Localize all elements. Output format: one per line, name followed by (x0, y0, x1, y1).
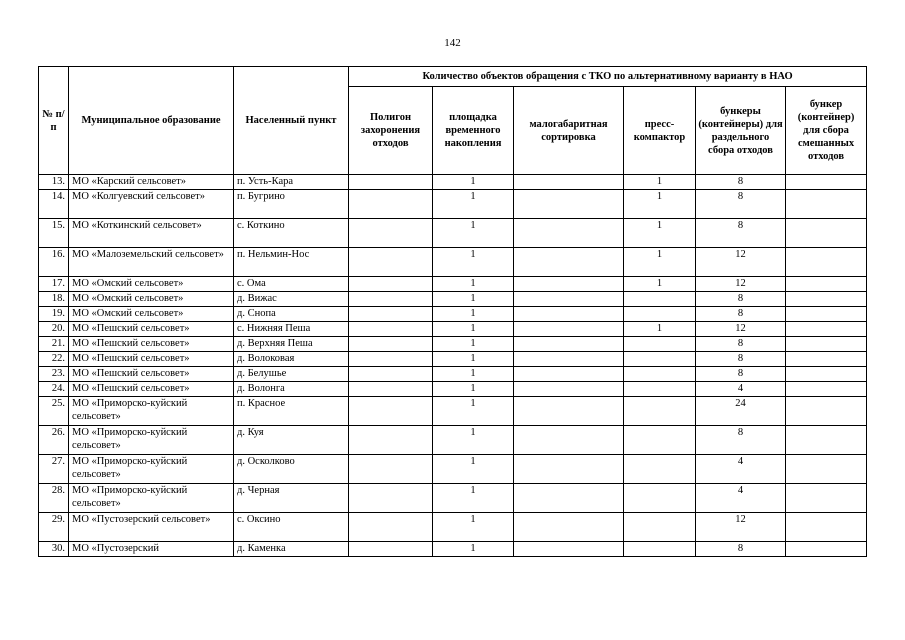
cell-municipality: МО «Коткинский сельсовет» (69, 219, 234, 248)
cell-press: 1 (624, 322, 696, 337)
cell-settlement: д. Каменка (234, 542, 349, 557)
cell-mixed-bin (786, 484, 867, 513)
cell-temp-site: 1 (433, 219, 514, 248)
table-row (39, 219, 867, 248)
cell-mixed-bin (786, 277, 867, 292)
table-row (39, 322, 867, 337)
cell-separate-bins: 8 (696, 367, 786, 382)
cell-landfill (349, 219, 433, 248)
cell-settlement: п. Красное (234, 397, 349, 426)
cell-municipality: МО «Карский сельсовет» (69, 175, 234, 190)
cell-municipality: МО «Омский сельсовет» (69, 277, 234, 292)
cell-mixed-bin (786, 292, 867, 307)
table-row (39, 455, 867, 484)
cell-landfill (349, 513, 433, 542)
cell-num: 26. (39, 426, 69, 455)
cell-municipality: МО «Пешский сельсовет» (69, 322, 234, 337)
cell-temp-site: 1 (433, 426, 514, 455)
table-row (39, 248, 867, 277)
cell-separate-bins: 8 (696, 175, 786, 190)
cell-mixed-bin (786, 337, 867, 352)
cell-separate-bins: 8 (696, 542, 786, 557)
cell-separate-bins: 12 (696, 248, 786, 277)
table-row (39, 367, 867, 382)
cell-num: 23. (39, 367, 69, 382)
cell-small-sorting (514, 219, 624, 248)
cell-press: 1 (624, 219, 696, 248)
cell-settlement: д. Снопа (234, 307, 349, 322)
table-body (39, 175, 867, 557)
cell-small-sorting (514, 513, 624, 542)
cell-municipality: МО «Пустозерский (69, 542, 234, 557)
cell-temp-site: 1 (433, 190, 514, 219)
cell-settlement: д. Волонга (234, 382, 349, 397)
header-num: № п/п (39, 67, 69, 175)
cell-num: 25. (39, 397, 69, 426)
cell-mixed-bin (786, 367, 867, 382)
cell-landfill (349, 337, 433, 352)
cell-landfill (349, 426, 433, 455)
cell-small-sorting (514, 455, 624, 484)
cell-small-sorting (514, 337, 624, 352)
cell-landfill (349, 248, 433, 277)
cell-small-sorting (514, 322, 624, 337)
cell-press (624, 397, 696, 426)
cell-landfill (349, 190, 433, 219)
cell-temp-site: 1 (433, 542, 514, 557)
cell-press: 1 (624, 277, 696, 292)
cell-num: 20. (39, 322, 69, 337)
cell-separate-bins: 8 (696, 219, 786, 248)
cell-small-sorting (514, 367, 624, 382)
header-settlement: Населенный пункт (234, 67, 349, 175)
table-row (39, 484, 867, 513)
header-temp-site: площадка временного накопления (433, 87, 514, 175)
cell-settlement: п. Нельмин-Нос (234, 248, 349, 277)
cell-small-sorting (514, 426, 624, 455)
cell-municipality: МО «Приморско-куйский сельсовет» (69, 455, 234, 484)
cell-num: 29. (39, 513, 69, 542)
cell-settlement: с. Ома (234, 277, 349, 292)
cell-separate-bins: 8 (696, 352, 786, 367)
cell-num: 18. (39, 292, 69, 307)
cell-mixed-bin (786, 322, 867, 337)
cell-press (624, 382, 696, 397)
table-row (39, 352, 867, 367)
cell-small-sorting (514, 175, 624, 190)
cell-municipality: МО «Пустозерский сельсовет» (69, 513, 234, 542)
cell-temp-site: 1 (433, 484, 514, 513)
cell-landfill (349, 292, 433, 307)
cell-separate-bins: 4 (696, 484, 786, 513)
cell-mixed-bin (786, 190, 867, 219)
cell-separate-bins: 8 (696, 426, 786, 455)
cell-small-sorting (514, 397, 624, 426)
cell-landfill (349, 367, 433, 382)
cell-settlement: д. Верхняя Пеша (234, 337, 349, 352)
cell-press (624, 352, 696, 367)
cell-small-sorting (514, 307, 624, 322)
cell-press (624, 455, 696, 484)
table-row (39, 397, 867, 426)
cell-small-sorting (514, 248, 624, 277)
cell-temp-site: 1 (433, 352, 514, 367)
cell-temp-site: 1 (433, 513, 514, 542)
cell-press (624, 337, 696, 352)
header-press: пресс-компактор (624, 87, 696, 175)
cell-num: 21. (39, 337, 69, 352)
table-row (39, 542, 867, 557)
cell-temp-site: 1 (433, 277, 514, 292)
cell-landfill (349, 175, 433, 190)
table-row (39, 292, 867, 307)
waste-objects-table (38, 66, 867, 557)
cell-num: 15. (39, 219, 69, 248)
cell-municipality: МО «Малоземельский сельсовет» (69, 248, 234, 277)
cell-municipality: МО «Пешский сельсовет» (69, 367, 234, 382)
cell-mixed-bin (786, 219, 867, 248)
header-group: Количество объектов обращения с ТКО по альтернативному варианту в НАО (349, 67, 867, 87)
cell-small-sorting (514, 352, 624, 367)
cell-press (624, 367, 696, 382)
cell-landfill (349, 307, 433, 322)
cell-press: 1 (624, 175, 696, 190)
cell-mixed-bin (786, 307, 867, 322)
page-number: 142 (444, 37, 461, 49)
header-municipality: Муниципальное образование (69, 67, 234, 175)
cell-municipality: МО «Омский сельсовет» (69, 292, 234, 307)
cell-settlement: д. Вижас (234, 292, 349, 307)
cell-num: 17. (39, 277, 69, 292)
header-mixed-bin: бункер (контейнер) для сбора смешанных отходов (786, 87, 867, 175)
cell-temp-site: 1 (433, 455, 514, 484)
table-row (39, 277, 867, 292)
cell-separate-bins: 12 (696, 513, 786, 542)
cell-small-sorting (514, 277, 624, 292)
cell-mixed-bin (786, 513, 867, 542)
cell-municipality: МО «Приморско-куйский сельсовет» (69, 484, 234, 513)
cell-landfill (349, 277, 433, 292)
cell-municipality: МО «Пешский сельсовет» (69, 382, 234, 397)
cell-small-sorting (514, 190, 624, 219)
table-row (39, 513, 867, 542)
header-small-sorting: малогабаритная сортировка (514, 87, 624, 175)
cell-separate-bins: 4 (696, 455, 786, 484)
cell-separate-bins: 8 (696, 190, 786, 219)
cell-mixed-bin (786, 352, 867, 367)
cell-num: 22. (39, 352, 69, 367)
cell-mixed-bin (786, 175, 867, 190)
cell-temp-site: 1 (433, 322, 514, 337)
cell-mixed-bin (786, 382, 867, 397)
cell-num: 14. (39, 190, 69, 219)
table-header (39, 67, 867, 175)
cell-settlement: д. Волоковая (234, 352, 349, 367)
cell-settlement: д. Черная (234, 484, 349, 513)
cell-settlement: д. Осколково (234, 455, 349, 484)
cell-separate-bins: 4 (696, 382, 786, 397)
cell-small-sorting (514, 292, 624, 307)
cell-mixed-bin (786, 397, 867, 426)
cell-separate-bins: 12 (696, 277, 786, 292)
cell-temp-site: 1 (433, 292, 514, 307)
cell-landfill (349, 352, 433, 367)
cell-temp-site: 1 (433, 367, 514, 382)
cell-municipality: МО «Приморско-куйский сельсовет» (69, 426, 234, 455)
cell-separate-bins: 8 (696, 307, 786, 322)
cell-temp-site: 1 (433, 175, 514, 190)
cell-small-sorting (514, 382, 624, 397)
cell-municipality: МО «Пешский сельсовет» (69, 337, 234, 352)
table-row (39, 382, 867, 397)
cell-small-sorting (514, 484, 624, 513)
cell-num: 24. (39, 382, 69, 397)
cell-mixed-bin (786, 248, 867, 277)
cell-mixed-bin (786, 426, 867, 455)
cell-separate-bins: 12 (696, 322, 786, 337)
cell-settlement: д. Белушье (234, 367, 349, 382)
cell-num: 19. (39, 307, 69, 322)
table-row (39, 426, 867, 455)
cell-municipality: МО «Омский сельсовет» (69, 307, 234, 322)
cell-press: 1 (624, 190, 696, 219)
cell-settlement: с. Нижняя Пеша (234, 322, 349, 337)
cell-settlement: п. Бугрино (234, 190, 349, 219)
cell-press (624, 484, 696, 513)
table-row (39, 190, 867, 219)
cell-small-sorting (514, 542, 624, 557)
cell-settlement: п. Усть-Кара (234, 175, 349, 190)
cell-press (624, 513, 696, 542)
cell-temp-site: 1 (433, 248, 514, 277)
cell-num: 30. (39, 542, 69, 557)
cell-num: 16. (39, 248, 69, 277)
cell-press: 1 (624, 248, 696, 277)
cell-municipality: МО «Приморско-куйский сельсовет» (69, 397, 234, 426)
cell-landfill (349, 455, 433, 484)
cell-temp-site: 1 (433, 382, 514, 397)
cell-landfill (349, 484, 433, 513)
cell-temp-site: 1 (433, 337, 514, 352)
cell-settlement: с. Оксино (234, 513, 349, 542)
cell-municipality: МО «Пешский сельсовет» (69, 352, 234, 367)
cell-press (624, 542, 696, 557)
cell-landfill (349, 382, 433, 397)
cell-mixed-bin (786, 455, 867, 484)
cell-num: 13. (39, 175, 69, 190)
table-row (39, 337, 867, 352)
cell-press (624, 426, 696, 455)
cell-settlement: с. Коткино (234, 219, 349, 248)
cell-temp-site: 1 (433, 307, 514, 322)
cell-press (624, 292, 696, 307)
header-separate-bins: бункеры (контейнеры) для раздельного сбора отходов (696, 87, 786, 175)
cell-separate-bins: 24 (696, 397, 786, 426)
cell-municipality: МО «Колгуевский сельсовет» (69, 190, 234, 219)
table-row (39, 307, 867, 322)
cell-press (624, 307, 696, 322)
cell-separate-bins: 8 (696, 292, 786, 307)
cell-landfill (349, 322, 433, 337)
cell-separate-bins: 8 (696, 337, 786, 352)
cell-mixed-bin (786, 542, 867, 557)
cell-landfill (349, 397, 433, 426)
cell-num: 28. (39, 484, 69, 513)
table-row (39, 175, 867, 190)
cell-settlement: д. Куя (234, 426, 349, 455)
cell-temp-site: 1 (433, 397, 514, 426)
cell-landfill (349, 542, 433, 557)
cell-num: 27. (39, 455, 69, 484)
header-landfill: Полигон захоронения отходов (349, 87, 433, 175)
